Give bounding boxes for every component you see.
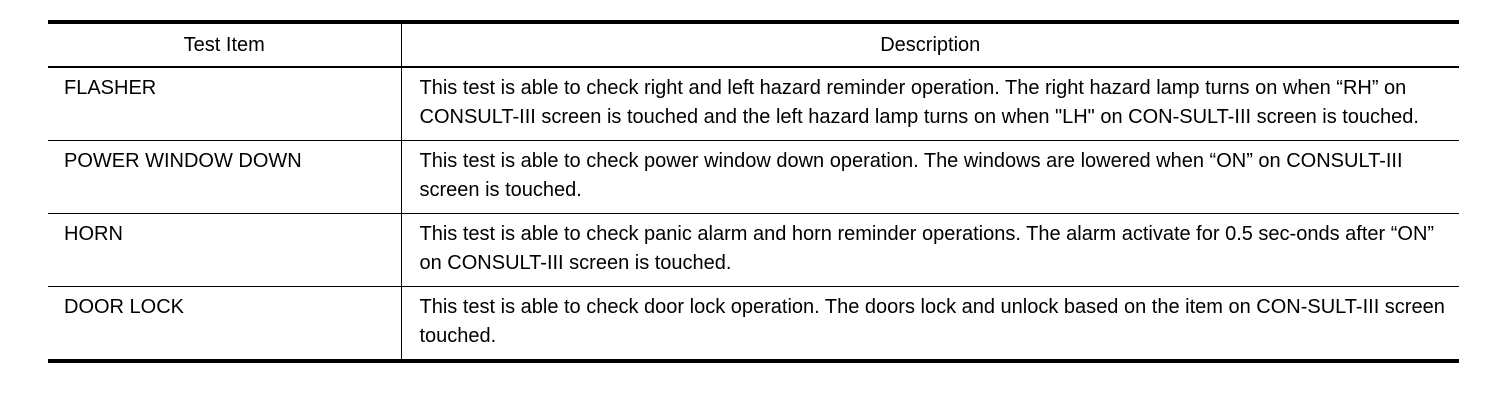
test-item-cell: POWER WINDOW DOWN <box>48 141 401 214</box>
test-item-cell: FLASHER <box>48 67 401 141</box>
column-header-test-item: Test Item <box>48 22 401 67</box>
test-item-table <box>48 20 1459 363</box>
table-row <box>48 141 1459 214</box>
table-row <box>48 287 1459 362</box>
table-row <box>48 214 1459 287</box>
description-cell: This test is able to check power window down operation. The windows are lowered when “ON” on CONSULT-III screen is touched. <box>401 141 1459 214</box>
description-cell: This test is able to check right and left hazard reminder operation. The right hazard lamp turns on when “RH” on CONSULT-III screen is touched and the left hazard lamp turns on when "LH" on CON-SULT-III screen is touched. <box>419 77 1419 128</box>
column-header-description: Description <box>401 22 1459 67</box>
description-cell: This test is able to check panic alarm and horn reminder operations. The alarm activate for 0.5 sec-onds after “ON” on CONSULT-III screen is touched. <box>401 214 1459 287</box>
header-row <box>48 22 1459 67</box>
description-cell: This test is able to check door lock operation. The doors lock and unlock based on the item on CON-SULT-III screen touched. <box>401 287 1459 362</box>
table-row <box>48 67 1459 141</box>
test-item-cell: DOOR LOCK <box>48 287 401 362</box>
test-item-cell: HORN <box>48 214 401 287</box>
